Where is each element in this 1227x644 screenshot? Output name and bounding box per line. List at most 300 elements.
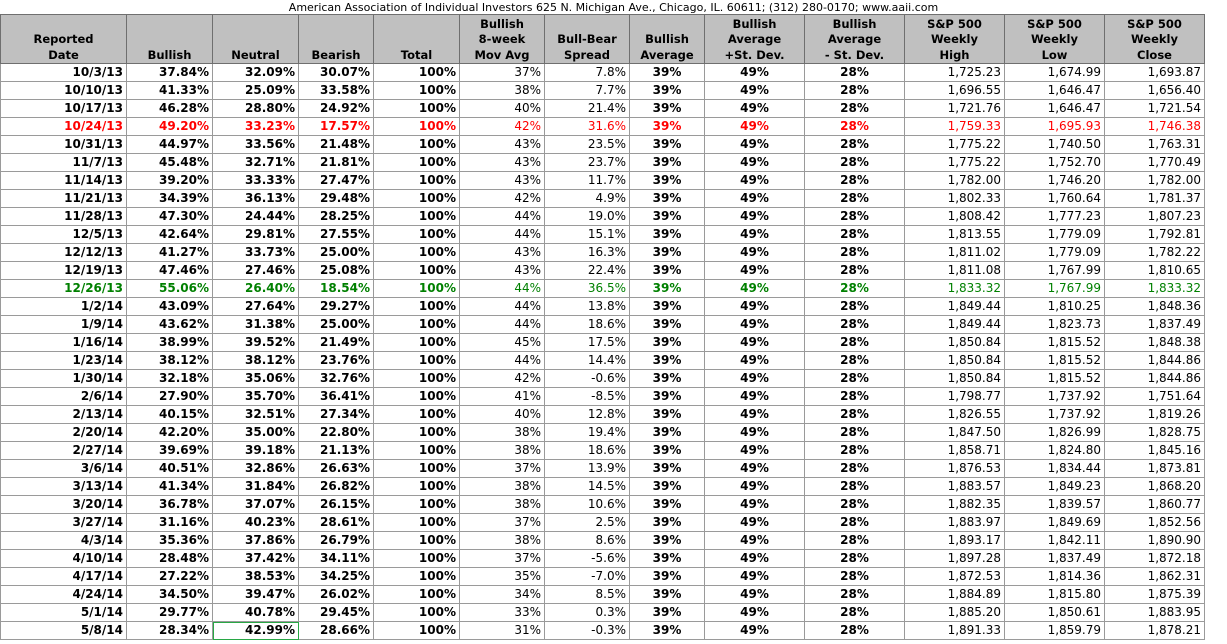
cell-bull-bear-spread[interactable]: 22.4% (545, 262, 630, 280)
cell-bull-bear-spread[interactable]: 10.6% (545, 496, 630, 514)
cell-total[interactable]: 100% (374, 568, 460, 586)
cell-total[interactable]: 100% (374, 244, 460, 262)
header-bearish[interactable] (299, 15, 374, 64)
cell-bullish-avg-plus-stdev[interactable]: 49% (705, 604, 805, 622)
cell-bullish-avg-minus-stdev[interactable]: 28% (805, 388, 905, 406)
cell-bearish[interactable]: 29.27% (299, 298, 374, 316)
cell-sp500-weekly-high[interactable]: 1,883.97 (905, 514, 1005, 532)
cell-neutral[interactable]: 32.09% (213, 64, 299, 82)
cell-sp500-weekly-high[interactable]: 1,893.17 (905, 532, 1005, 550)
cell-bullish-8wk-mov-avg[interactable]: 43% (460, 244, 545, 262)
cell-bullish-avg-minus-stdev[interactable]: 28% (805, 172, 905, 190)
cell-bullish-8wk-mov-avg[interactable]: 44% (460, 280, 545, 298)
cell-bullish-8wk-mov-avg[interactable]: 43% (460, 154, 545, 172)
cell-bullish-avg-minus-stdev[interactable]: 28% (805, 280, 905, 298)
cell-total[interactable]: 100% (374, 136, 460, 154)
cell-sp500-weekly-high[interactable]: 1,721.76 (905, 100, 1005, 118)
cell-bearish[interactable]: 24.92% (299, 100, 374, 118)
cell-sp500-weekly-low[interactable]: 1,777.23 (1005, 208, 1105, 226)
cell-bearish[interactable]: 25.00% (299, 244, 374, 262)
cell-sp500-weekly-close[interactable]: 1,890.90 (1105, 532, 1205, 550)
header-bullish-average[interactable] (630, 15, 705, 64)
cell-reported-date[interactable]: 11/7/13 (1, 154, 127, 172)
cell-bullish-avg-minus-stdev[interactable]: 28% (805, 550, 905, 568)
cell-neutral[interactable]: 32.86% (213, 460, 299, 478)
cell-bullish[interactable]: 45.48% (127, 154, 213, 172)
cell-bearish[interactable]: 34.25% (299, 568, 374, 586)
cell-bullish[interactable]: 42.20% (127, 424, 213, 442)
cell-bullish-avg-plus-stdev[interactable]: 49% (705, 622, 805, 640)
cell-sp500-weekly-close[interactable]: 1,807.23 (1105, 208, 1205, 226)
cell-neutral[interactable]: 36.13% (213, 190, 299, 208)
cell-bearish[interactable]: 21.81% (299, 154, 374, 172)
cell-bullish-average[interactable]: 39% (630, 100, 705, 118)
cell-reported-date[interactable]: 5/8/14 (1, 622, 127, 640)
cell-bullish[interactable]: 47.30% (127, 208, 213, 226)
cell-bullish-average[interactable]: 39% (630, 496, 705, 514)
cell-sp500-weekly-close[interactable]: 1,721.54 (1105, 100, 1205, 118)
cell-bullish[interactable]: 38.99% (127, 334, 213, 352)
cell-bull-bear-spread[interactable]: 21.4% (545, 100, 630, 118)
cell-bullish-8wk-mov-avg[interactable]: 37% (460, 460, 545, 478)
cell-bullish-average[interactable]: 39% (630, 514, 705, 532)
cell-reported-date[interactable]: 1/23/14 (1, 352, 127, 370)
cell-sp500-weekly-close[interactable]: 1,810.65 (1105, 262, 1205, 280)
cell-bullish-average[interactable]: 39% (630, 262, 705, 280)
cell-bullish-average[interactable]: 39% (630, 190, 705, 208)
cell-bullish-average[interactable]: 39% (630, 154, 705, 172)
cell-bullish-avg-plus-stdev[interactable]: 49% (705, 406, 805, 424)
cell-reported-date[interactable]: 1/2/14 (1, 298, 127, 316)
cell-neutral[interactable]: 42.99% (213, 622, 299, 640)
cell-sp500-weekly-low[interactable]: 1,837.49 (1005, 550, 1105, 568)
cell-bullish-avg-plus-stdev[interactable]: 49% (705, 424, 805, 442)
cell-sp500-weekly-close[interactable]: 1,868.20 (1105, 478, 1205, 496)
cell-bullish-avg-minus-stdev[interactable]: 28% (805, 568, 905, 586)
cell-bullish-8wk-mov-avg[interactable]: 44% (460, 298, 545, 316)
cell-bullish-avg-plus-stdev[interactable]: 49% (705, 118, 805, 136)
cell-total[interactable]: 100% (374, 154, 460, 172)
cell-bullish-8wk-mov-avg[interactable]: 44% (460, 316, 545, 334)
cell-reported-date[interactable]: 1/30/14 (1, 370, 127, 388)
cell-neutral[interactable]: 35.70% (213, 388, 299, 406)
cell-bullish-average[interactable]: 39% (630, 352, 705, 370)
cell-bullish-avg-plus-stdev[interactable]: 49% (705, 136, 805, 154)
cell-bull-bear-spread[interactable]: 14.4% (545, 352, 630, 370)
cell-total[interactable]: 100% (374, 280, 460, 298)
cell-bull-bear-spread[interactable]: 31.6% (545, 118, 630, 136)
cell-bearish[interactable]: 28.66% (299, 622, 374, 640)
cell-sp500-weekly-low[interactable]: 1,695.93 (1005, 118, 1105, 136)
cell-bullish-8wk-mov-avg[interactable]: 35% (460, 568, 545, 586)
cell-sp500-weekly-high[interactable]: 1,883.57 (905, 478, 1005, 496)
cell-bearish[interactable]: 25.08% (299, 262, 374, 280)
cell-neutral[interactable]: 33.73% (213, 244, 299, 262)
cell-bullish-8wk-mov-avg[interactable]: 44% (460, 352, 545, 370)
cell-bullish[interactable]: 44.97% (127, 136, 213, 154)
cell-neutral[interactable]: 33.23% (213, 118, 299, 136)
cell-bullish-avg-plus-stdev[interactable]: 49% (705, 370, 805, 388)
cell-sp500-weekly-high[interactable]: 1,775.22 (905, 154, 1005, 172)
cell-sp500-weekly-low[interactable]: 1,850.61 (1005, 604, 1105, 622)
cell-bull-bear-spread[interactable]: 8.6% (545, 532, 630, 550)
cell-sp500-weekly-close[interactable]: 1,845.16 (1105, 442, 1205, 460)
cell-bull-bear-spread[interactable]: 2.5% (545, 514, 630, 532)
header-bullish-avg-minus-stdev[interactable] (805, 15, 905, 64)
cell-bull-bear-spread[interactable]: 18.6% (545, 442, 630, 460)
cell-sp500-weekly-low[interactable]: 1,760.64 (1005, 190, 1105, 208)
cell-bearish[interactable]: 29.45% (299, 604, 374, 622)
cell-total[interactable]: 100% (374, 352, 460, 370)
cell-neutral[interactable]: 27.64% (213, 298, 299, 316)
cell-sp500-weekly-close[interactable]: 1,875.39 (1105, 586, 1205, 604)
cell-sp500-weekly-high[interactable]: 1,884.89 (905, 586, 1005, 604)
cell-sp500-weekly-high[interactable]: 1,826.55 (905, 406, 1005, 424)
cell-reported-date[interactable]: 1/16/14 (1, 334, 127, 352)
cell-bullish[interactable]: 55.06% (127, 280, 213, 298)
cell-sp500-weekly-close[interactable]: 1,848.36 (1105, 298, 1205, 316)
cell-total[interactable]: 100% (374, 334, 460, 352)
cell-total[interactable]: 100% (374, 586, 460, 604)
cell-sp500-weekly-low[interactable]: 1,646.47 (1005, 82, 1105, 100)
cell-neutral[interactable]: 26.40% (213, 280, 299, 298)
cell-reported-date[interactable]: 3/27/14 (1, 514, 127, 532)
cell-bullish-avg-minus-stdev[interactable]: 28% (805, 208, 905, 226)
cell-sp500-weekly-low[interactable]: 1,810.25 (1005, 298, 1105, 316)
cell-bullish-avg-plus-stdev[interactable]: 49% (705, 100, 805, 118)
cell-bullish-8wk-mov-avg[interactable]: 43% (460, 136, 545, 154)
cell-sp500-weekly-high[interactable]: 1,850.84 (905, 352, 1005, 370)
cell-bullish-avg-minus-stdev[interactable]: 28% (805, 496, 905, 514)
cell-bull-bear-spread[interactable]: 36.5% (545, 280, 630, 298)
header-bullish-avg-plus-stdev[interactable] (705, 15, 805, 64)
cell-reported-date[interactable]: 2/6/14 (1, 388, 127, 406)
cell-bullish-avg-plus-stdev[interactable]: 49% (705, 244, 805, 262)
cell-sp500-weekly-close[interactable]: 1,782.22 (1105, 244, 1205, 262)
cell-sp500-weekly-low[interactable]: 1,839.57 (1005, 496, 1105, 514)
cell-neutral[interactable]: 40.23% (213, 514, 299, 532)
cell-sp500-weekly-low[interactable]: 1,752.70 (1005, 154, 1105, 172)
cell-bearish[interactable]: 26.02% (299, 586, 374, 604)
cell-bullish-avg-minus-stdev[interactable]: 28% (805, 604, 905, 622)
cell-bullish-average[interactable]: 39% (630, 460, 705, 478)
cell-bullish-average[interactable]: 39% (630, 442, 705, 460)
cell-total[interactable]: 100% (374, 388, 460, 406)
cell-bullish-avg-plus-stdev[interactable]: 49% (705, 208, 805, 226)
cell-bullish-8wk-mov-avg[interactable]: 37% (460, 64, 545, 82)
cell-total[interactable]: 100% (374, 64, 460, 82)
cell-bullish-avg-minus-stdev[interactable]: 28% (805, 118, 905, 136)
cell-sp500-weekly-high[interactable]: 1,813.55 (905, 226, 1005, 244)
cell-sp500-weekly-low[interactable]: 1,849.69 (1005, 514, 1105, 532)
cell-bull-bear-spread[interactable]: 13.8% (545, 298, 630, 316)
cell-bullish-average[interactable]: 39% (630, 586, 705, 604)
cell-bullish[interactable]: 42.64% (127, 226, 213, 244)
cell-reported-date[interactable]: 4/10/14 (1, 550, 127, 568)
cell-bull-bear-spread[interactable]: -0.6% (545, 370, 630, 388)
cell-bull-bear-spread[interactable]: 19.0% (545, 208, 630, 226)
cell-reported-date[interactable]: 4/17/14 (1, 568, 127, 586)
cell-bullish-average[interactable]: 39% (630, 424, 705, 442)
cell-neutral[interactable]: 39.18% (213, 442, 299, 460)
cell-total[interactable]: 100% (374, 118, 460, 136)
cell-sp500-weekly-low[interactable]: 1,842.11 (1005, 532, 1105, 550)
cell-reported-date[interactable]: 10/24/13 (1, 118, 127, 136)
cell-bull-bear-spread[interactable]: 13.9% (545, 460, 630, 478)
cell-sp500-weekly-close[interactable]: 1,860.77 (1105, 496, 1205, 514)
cell-reported-date[interactable]: 11/14/13 (1, 172, 127, 190)
cell-bullish[interactable]: 37.84% (127, 64, 213, 82)
cell-reported-date[interactable]: 2/13/14 (1, 406, 127, 424)
cell-bullish[interactable]: 38.12% (127, 352, 213, 370)
header-neutral[interactable] (213, 15, 299, 64)
cell-bull-bear-spread[interactable]: 12.8% (545, 406, 630, 424)
cell-sp500-weekly-high[interactable]: 1,882.35 (905, 496, 1005, 514)
cell-bull-bear-spread[interactable]: 23.7% (545, 154, 630, 172)
cell-bullish-average[interactable]: 39% (630, 334, 705, 352)
cell-reported-date[interactable]: 2/27/14 (1, 442, 127, 460)
cell-bullish-8wk-mov-avg[interactable]: 43% (460, 172, 545, 190)
cell-sp500-weekly-low[interactable]: 1,737.92 (1005, 406, 1105, 424)
cell-bullish-8wk-mov-avg[interactable]: 44% (460, 226, 545, 244)
cell-reported-date[interactable]: 10/31/13 (1, 136, 127, 154)
cell-sp500-weekly-low[interactable]: 1,767.99 (1005, 262, 1105, 280)
header-sp500-weekly-low[interactable] (1005, 15, 1105, 64)
cell-bullish-8wk-mov-avg[interactable]: 40% (460, 406, 545, 424)
cell-bullish[interactable]: 39.69% (127, 442, 213, 460)
cell-bullish[interactable]: 36.78% (127, 496, 213, 514)
cell-neutral[interactable]: 38.12% (213, 352, 299, 370)
header-sp500-weekly-close[interactable] (1105, 15, 1205, 64)
cell-bullish-avg-plus-stdev[interactable]: 49% (705, 568, 805, 586)
cell-sp500-weekly-close[interactable]: 1,852.56 (1105, 514, 1205, 532)
cell-total[interactable]: 100% (374, 262, 460, 280)
cell-bullish-avg-minus-stdev[interactable]: 28% (805, 514, 905, 532)
cell-bearish[interactable]: 21.49% (299, 334, 374, 352)
cell-bullish-avg-plus-stdev[interactable]: 49% (705, 172, 805, 190)
cell-bullish-8wk-mov-avg[interactable]: 42% (460, 118, 545, 136)
cell-bullish-avg-plus-stdev[interactable]: 49% (705, 280, 805, 298)
cell-reported-date[interactable]: 11/28/13 (1, 208, 127, 226)
cell-bullish-avg-plus-stdev[interactable]: 49% (705, 154, 805, 172)
cell-sp500-weekly-high[interactable]: 1,872.53 (905, 568, 1005, 586)
cell-sp500-weekly-low[interactable]: 1,767.99 (1005, 280, 1105, 298)
cell-reported-date[interactable]: 4/3/14 (1, 532, 127, 550)
cell-bullish-avg-plus-stdev[interactable]: 49% (705, 460, 805, 478)
cell-sp500-weekly-low[interactable]: 1,834.44 (1005, 460, 1105, 478)
cell-bullish-8wk-mov-avg[interactable]: 42% (460, 370, 545, 388)
cell-bullish-avg-minus-stdev[interactable]: 28% (805, 586, 905, 604)
cell-bullish-avg-minus-stdev[interactable]: 28% (805, 370, 905, 388)
cell-bearish[interactable]: 30.07% (299, 64, 374, 82)
cell-bullish-average[interactable]: 39% (630, 172, 705, 190)
cell-total[interactable]: 100% (374, 622, 460, 640)
cell-bullish-avg-minus-stdev[interactable]: 28% (805, 262, 905, 280)
cell-bullish-avg-plus-stdev[interactable]: 49% (705, 334, 805, 352)
cell-bullish-8wk-mov-avg[interactable]: 38% (460, 532, 545, 550)
cell-sp500-weekly-low[interactable]: 1,815.52 (1005, 334, 1105, 352)
cell-bullish[interactable]: 41.34% (127, 478, 213, 496)
cell-bullish-8wk-mov-avg[interactable]: 38% (460, 496, 545, 514)
cell-neutral[interactable]: 33.33% (213, 172, 299, 190)
cell-bullish-avg-minus-stdev[interactable]: 28% (805, 136, 905, 154)
cell-sp500-weekly-close[interactable]: 1,746.38 (1105, 118, 1205, 136)
header-total[interactable] (374, 15, 460, 64)
cell-sp500-weekly-low[interactable]: 1,674.99 (1005, 64, 1105, 82)
cell-neutral[interactable]: 33.56% (213, 136, 299, 154)
cell-sp500-weekly-high[interactable]: 1,802.33 (905, 190, 1005, 208)
cell-sp500-weekly-low[interactable]: 1,779.09 (1005, 244, 1105, 262)
cell-bullish-average[interactable]: 39% (630, 82, 705, 100)
cell-bearish[interactable]: 29.48% (299, 190, 374, 208)
cell-bullish-average[interactable]: 39% (630, 136, 705, 154)
cell-bullish[interactable]: 28.34% (127, 622, 213, 640)
cell-bullish-avg-plus-stdev[interactable]: 49% (705, 442, 805, 460)
cell-reported-date[interactable]: 11/21/13 (1, 190, 127, 208)
cell-neutral[interactable]: 27.46% (213, 262, 299, 280)
cell-bull-bear-spread[interactable]: 7.8% (545, 64, 630, 82)
cell-bullish-average[interactable]: 39% (630, 316, 705, 334)
cell-bull-bear-spread[interactable]: 16.3% (545, 244, 630, 262)
cell-bullish-avg-minus-stdev[interactable]: 28% (805, 100, 905, 118)
cell-reported-date[interactable]: 12/12/13 (1, 244, 127, 262)
cell-reported-date[interactable]: 10/3/13 (1, 64, 127, 82)
cell-reported-date[interactable]: 3/6/14 (1, 460, 127, 478)
cell-sp500-weekly-close[interactable]: 1,792.81 (1105, 226, 1205, 244)
cell-total[interactable]: 100% (374, 514, 460, 532)
cell-bullish-avg-plus-stdev[interactable]: 49% (705, 586, 805, 604)
cell-bullish[interactable]: 31.16% (127, 514, 213, 532)
cell-sp500-weekly-low[interactable]: 1,849.23 (1005, 478, 1105, 496)
cell-bullish-avg-minus-stdev[interactable]: 28% (805, 82, 905, 100)
header-bull-bear-spread[interactable] (545, 15, 630, 64)
cell-bullish-8wk-mov-avg[interactable]: 40% (460, 100, 545, 118)
cell-reported-date[interactable]: 1/9/14 (1, 316, 127, 334)
cell-bullish-avg-minus-stdev[interactable]: 28% (805, 622, 905, 640)
cell-sp500-weekly-close[interactable]: 1,878.21 (1105, 622, 1205, 640)
cell-bearish[interactable]: 18.54% (299, 280, 374, 298)
cell-reported-date[interactable]: 12/5/13 (1, 226, 127, 244)
cell-sp500-weekly-high[interactable]: 1,850.84 (905, 370, 1005, 388)
cell-sp500-weekly-high[interactable]: 1,858.71 (905, 442, 1005, 460)
cell-bullish-avg-minus-stdev[interactable]: 28% (805, 334, 905, 352)
cell-sp500-weekly-high[interactable]: 1,897.28 (905, 550, 1005, 568)
cell-bullish-avg-minus-stdev[interactable]: 28% (805, 460, 905, 478)
cell-neutral[interactable]: 39.47% (213, 586, 299, 604)
cell-neutral[interactable]: 24.44% (213, 208, 299, 226)
cell-sp500-weekly-high[interactable]: 1,811.08 (905, 262, 1005, 280)
cell-bullish[interactable]: 35.36% (127, 532, 213, 550)
cell-bullish-8wk-mov-avg[interactable]: 33% (460, 604, 545, 622)
cell-bullish[interactable]: 40.51% (127, 460, 213, 478)
cell-bullish-avg-plus-stdev[interactable]: 49% (705, 550, 805, 568)
cell-bullish-avg-plus-stdev[interactable]: 49% (705, 298, 805, 316)
cell-neutral[interactable]: 29.81% (213, 226, 299, 244)
cell-bullish-avg-plus-stdev[interactable]: 49% (705, 514, 805, 532)
cell-bull-bear-spread[interactable]: 23.5% (545, 136, 630, 154)
cell-bullish-avg-plus-stdev[interactable]: 49% (705, 226, 805, 244)
cell-total[interactable]: 100% (374, 316, 460, 334)
cell-bearish[interactable]: 27.34% (299, 406, 374, 424)
cell-bullish-avg-minus-stdev[interactable]: 28% (805, 298, 905, 316)
cell-reported-date[interactable]: 12/19/13 (1, 262, 127, 280)
cell-total[interactable]: 100% (374, 370, 460, 388)
cell-bearish[interactable]: 26.79% (299, 532, 374, 550)
cell-bullish-avg-plus-stdev[interactable]: 49% (705, 478, 805, 496)
cell-bull-bear-spread[interactable]: -0.3% (545, 622, 630, 640)
cell-neutral[interactable]: 31.38% (213, 316, 299, 334)
cell-bearish[interactable]: 28.61% (299, 514, 374, 532)
cell-bearish[interactable]: 23.76% (299, 352, 374, 370)
cell-bullish-8wk-mov-avg[interactable]: 38% (460, 478, 545, 496)
cell-bullish[interactable]: 34.50% (127, 586, 213, 604)
cell-neutral[interactable]: 39.52% (213, 334, 299, 352)
cell-neutral[interactable]: 37.42% (213, 550, 299, 568)
cell-neutral[interactable]: 31.84% (213, 478, 299, 496)
cell-sp500-weekly-close[interactable]: 1,837.49 (1105, 316, 1205, 334)
cell-bearish[interactable]: 22.80% (299, 424, 374, 442)
cell-total[interactable]: 100% (374, 190, 460, 208)
cell-bullish-average[interactable]: 39% (630, 118, 705, 136)
cell-sp500-weekly-high[interactable]: 1,849.44 (905, 298, 1005, 316)
cell-bullish-avg-minus-stdev[interactable]: 28% (805, 352, 905, 370)
cell-bearish[interactable]: 34.11% (299, 550, 374, 568)
cell-bullish-avg-minus-stdev[interactable]: 28% (805, 478, 905, 496)
cell-bull-bear-spread[interactable]: 7.7% (545, 82, 630, 100)
cell-bullish-8wk-mov-avg[interactable]: 44% (460, 208, 545, 226)
cell-sp500-weekly-low[interactable]: 1,746.20 (1005, 172, 1105, 190)
cell-sp500-weekly-high[interactable]: 1,891.33 (905, 622, 1005, 640)
cell-bullish-8wk-mov-avg[interactable]: 43% (460, 262, 545, 280)
cell-bearish[interactable]: 33.58% (299, 82, 374, 100)
cell-sp500-weekly-close[interactable]: 1,693.87 (1105, 64, 1205, 82)
cell-sp500-weekly-low[interactable]: 1,815.80 (1005, 586, 1105, 604)
cell-reported-date[interactable]: 3/13/14 (1, 478, 127, 496)
cell-sp500-weekly-close[interactable]: 1,828.75 (1105, 424, 1205, 442)
cell-bull-bear-spread[interactable]: 4.9% (545, 190, 630, 208)
cell-bullish-average[interactable]: 39% (630, 388, 705, 406)
cell-neutral[interactable]: 38.53% (213, 568, 299, 586)
cell-bullish-8wk-mov-avg[interactable]: 38% (460, 82, 545, 100)
cell-neutral[interactable]: 37.86% (213, 532, 299, 550)
cell-neutral[interactable]: 35.00% (213, 424, 299, 442)
cell-reported-date[interactable]: 5/1/14 (1, 604, 127, 622)
cell-bullish-8wk-mov-avg[interactable]: 31% (460, 622, 545, 640)
cell-bearish[interactable]: 32.76% (299, 370, 374, 388)
cell-sp500-weekly-high[interactable]: 1,696.55 (905, 82, 1005, 100)
cell-bullish-average[interactable]: 39% (630, 406, 705, 424)
cell-sp500-weekly-high[interactable]: 1,782.00 (905, 172, 1005, 190)
cell-bullish-average[interactable]: 39% (630, 64, 705, 82)
cell-bullish-avg-plus-stdev[interactable]: 49% (705, 532, 805, 550)
cell-bullish-average[interactable]: 39% (630, 280, 705, 298)
cell-bull-bear-spread[interactable]: 15.1% (545, 226, 630, 244)
cell-bullish-avg-plus-stdev[interactable]: 49% (705, 64, 805, 82)
cell-bullish-8wk-mov-avg[interactable]: 38% (460, 442, 545, 460)
cell-sp500-weekly-high[interactable]: 1,725.23 (905, 64, 1005, 82)
cell-neutral[interactable]: 32.51% (213, 406, 299, 424)
cell-total[interactable]: 100% (374, 82, 460, 100)
cell-total[interactable]: 100% (374, 496, 460, 514)
cell-sp500-weekly-high[interactable]: 1,847.50 (905, 424, 1005, 442)
cell-bullish-8wk-mov-avg[interactable]: 42% (460, 190, 545, 208)
cell-sp500-weekly-low[interactable]: 1,740.50 (1005, 136, 1105, 154)
cell-sp500-weekly-close[interactable]: 1,883.95 (1105, 604, 1205, 622)
cell-neutral[interactable]: 25.09% (213, 82, 299, 100)
cell-sp500-weekly-close[interactable]: 1,872.18 (1105, 550, 1205, 568)
cell-bullish-8wk-mov-avg[interactable]: 34% (460, 586, 545, 604)
cell-sp500-weekly-low[interactable]: 1,859.79 (1005, 622, 1105, 640)
